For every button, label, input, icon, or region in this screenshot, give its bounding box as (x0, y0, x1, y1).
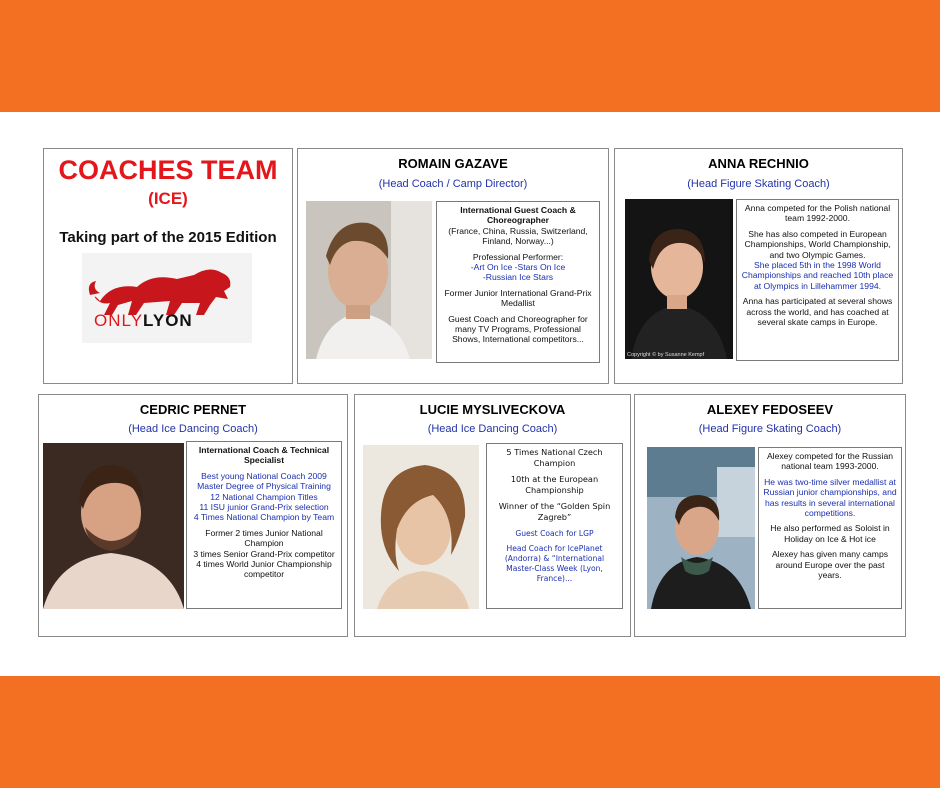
bio-line: International Guest Coach & Choreographer (460, 205, 576, 226)
coach-card-lucie-mysliveckova (354, 394, 631, 637)
bio-line: Alexey competed for the Russian national team 1993-2000. (766, 451, 894, 472)
page-title: COACHES TEAM (58, 155, 278, 185)
bottom-orange-band (0, 676, 940, 788)
page-subtitle: (ICE) (148, 189, 188, 208)
coach-bio (486, 443, 623, 609)
coach-bio (758, 447, 902, 609)
coach-name: ANNA RECHNIO (708, 156, 809, 171)
coach-role: (Head Coach / Camp Director) (378, 178, 528, 190)
bio-line: Master Degree of Physical Training (197, 481, 331, 492)
logo-wordmark (94, 311, 193, 331)
bio-line: Best young National Coach 2009 (201, 470, 327, 481)
coach-photo (363, 445, 479, 609)
coach-photo (306, 201, 432, 359)
logo-only-text: ONLY (94, 311, 144, 330)
coach-name: ALEXEY FEDOSEEV (706, 402, 834, 417)
bio-line: Anna has participated at several shows across the world, and has coached at several skate camps in Europe. (742, 296, 893, 328)
coach-card-cedric-pernet (38, 394, 348, 637)
coach-photo (43, 443, 184, 609)
coach-name: CEDRIC PERNET (139, 402, 247, 417)
coach-photo (647, 447, 755, 609)
bio-line: International Coach & Technical Specialist (198, 445, 330, 466)
coach-card-alexey-fedoseev (634, 394, 906, 637)
bio-line: 10th at the European Championship (510, 474, 599, 495)
bio-line: 12 National Champion Titles (210, 491, 318, 502)
bio-line: She has also competed in European Championships, World Championship, and two Olympic Games. (744, 228, 891, 260)
bio-line: -Russian Ice Stars (482, 272, 554, 283)
bio-line: (France, China, Russia, Switzerland, Finland, Norway...) (448, 225, 588, 247)
coach-card-anna-rechnio (614, 148, 903, 384)
bio-line: 5 Times National Czech Champion (506, 447, 603, 468)
bio-line: She placed 5th in the 1998 World Championships and reached 10th place at Olympics in Lillehammer 1994. (741, 260, 894, 291)
coach-bio (186, 441, 342, 609)
bio-line: 4 Times National Champion by Team (193, 512, 335, 523)
bio-line: Professional Performer: (472, 251, 564, 262)
bio-line: He also performed as Soloist in Holiday on Ice & Hot ice (770, 523, 890, 544)
bio-line: 3 times Senior Grand-Prix competitor (193, 548, 335, 559)
bio-line: -Art On Ice -Stars On Ice (470, 262, 566, 273)
only-lyon-logo (82, 253, 252, 343)
bio-line: Guest Coach and Choreographer for many TV Programs, Professional Shows, International competitors... (448, 313, 588, 345)
bio-line: 4 times World Junior Championship competitor (196, 559, 332, 580)
bio-line: Head Coach for IcePlanet (Andorra) & “International Master-Class Week (Lyon, France)... (504, 544, 605, 583)
coach-role: (Head Figure Skating Coach) (698, 423, 842, 435)
bio-line: 11 ISU junior Grand-Prix selection (199, 502, 329, 513)
coach-role: (Head Figure Skating Coach) (687, 178, 830, 190)
coach-role: (Head Ice Dancing Coach) (128, 423, 258, 435)
coach-role: (Head Ice Dancing Coach) (427, 423, 558, 435)
coach-bio (736, 199, 899, 361)
coach-bio (436, 201, 600, 363)
coach-photo (625, 199, 733, 359)
bio-line: Guest Coach for LGP (515, 529, 594, 538)
coach-name: LUCIE MYSLIVECKOVA (419, 402, 566, 417)
bio-line: Alexey has given many camps around Europe over the past years. (771, 549, 889, 581)
bio-line: Former Junior International Grand-Prix Medallist (444, 287, 592, 309)
edition-text: Taking part of the 2015 Edition (59, 229, 277, 246)
coach-card-romain-gazave (297, 148, 609, 384)
bio-line: Anna competed for the Polish national team 1992-2000. (744, 203, 891, 224)
bio-line: He was two-time silver medallist at Russian junior championships, and has results in several international competitions. (763, 476, 897, 519)
title-card (43, 148, 293, 384)
logo-lyon-text: LYON (143, 311, 193, 330)
top-orange-band (0, 0, 940, 112)
bio-line: Former 2 times Junior National Champion (205, 527, 323, 549)
bio-line: Winner of the “Golden Spin Zagreb” (498, 501, 611, 522)
coach-name: ROMAIN GAZAVE (398, 156, 508, 171)
photo-credit: Copyright © by Susanne Kempf (627, 352, 705, 358)
